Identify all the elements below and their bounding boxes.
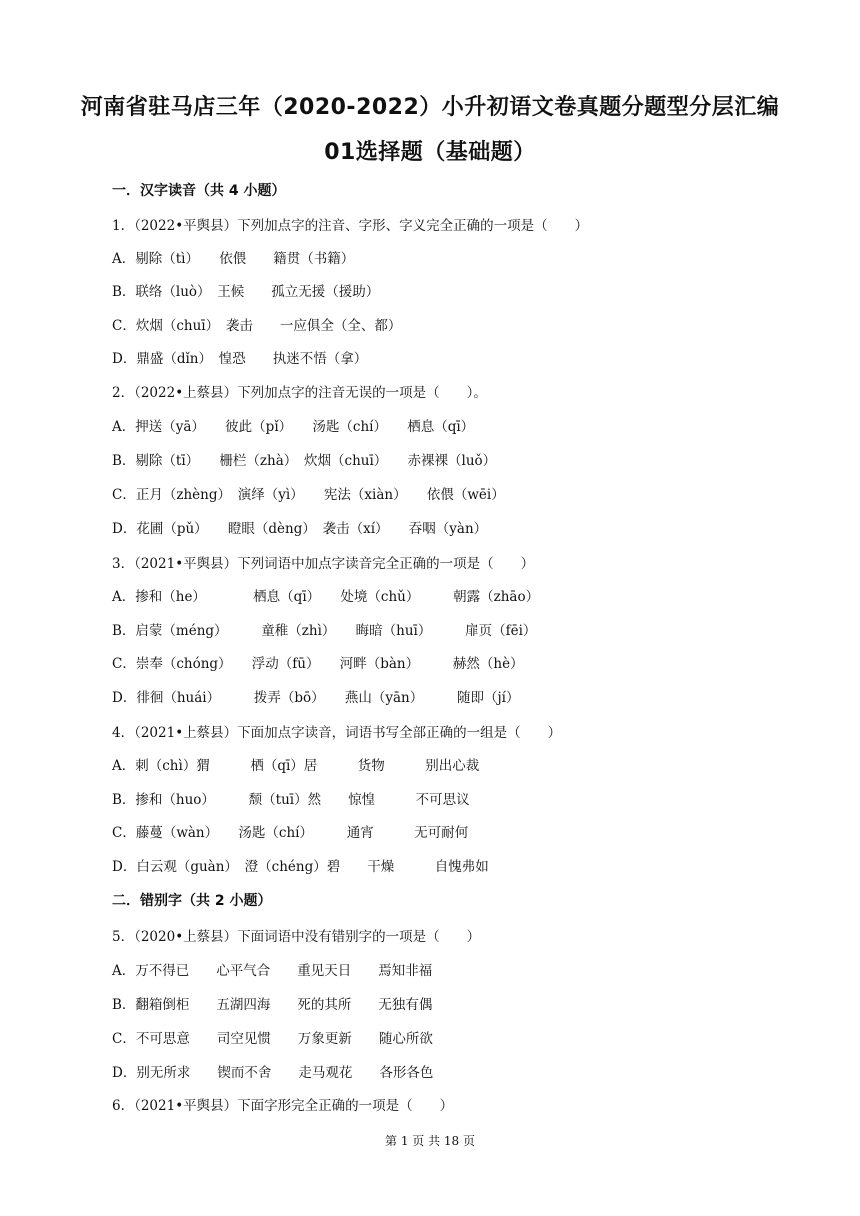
- page-footer: 第 1 页 共 18 页: [385, 1134, 475, 1148]
- question-stem: 4．（2021•上蔡县）下面加点字读音，词语书写全部正确的一组是（ ）: [112, 725, 562, 741]
- option-line: C．炊烟（chuī） 袭击 一应俱全（全、都）: [112, 318, 402, 334]
- option-line: D．花圃（pǔ） 瞪眼（dèng） 袭击（xí） 吞咽（yàn）: [112, 521, 488, 537]
- question-stem: 2．（2022•上蔡县）下列加点字的注音无误的一项是（ ）。: [112, 385, 487, 401]
- option-line: B．翻箱倒柜 五湖四海 死的其所 无独有偶: [112, 997, 433, 1013]
- question-stem: 1．（2022•平舆县）下列加点字的注音、字形、字义完全正确的一项是（ ）: [112, 218, 589, 234]
- section-heading: 二．错别字（共 2 小题）: [112, 893, 272, 909]
- option-line: B．联络（luò） 王候 孤立无援（援助）: [112, 284, 380, 300]
- option-line: B．掺和（huo） 颓（tuī）然 惊惶 不可思议: [112, 792, 470, 808]
- question-stem: 5．（2020•上蔡县）下面词语中没有错别字的一项是（ ）: [112, 929, 481, 945]
- document-title: 河南省驻马店三年（2020-2022）小升初语文卷真题分题型分层汇编: [80, 95, 780, 120]
- option-line: A．刺（chì）猬 栖（qī）居 货物 别出心裁: [112, 758, 480, 774]
- option-line: A．掺和（he） 栖息（qī） 处境（chǔ） 朝露（zhāo）: [112, 589, 540, 605]
- option-line: C．崇奉（chóng） 浮动（fū） 河畔（bàn） 赫然（hè）: [112, 656, 524, 672]
- question-stem: 3．（2021•平舆县）下列词语中加点字读音完全正确的一项是（ ）: [112, 556, 535, 572]
- option-line: D．徘徊（huái） 拨弄（bō） 燕山（yān） 随即（jí）: [112, 690, 520, 706]
- option-line: A．押送（yā） 彼此（pǐ） 汤匙（chí） 栖息（qī）: [112, 419, 475, 435]
- option-line: C．藤蔓（wàn） 汤匙（chí） 通宵 无可耐何: [112, 825, 469, 841]
- option-line: A．万不得已 心平气合 重见天日 焉知非福: [112, 963, 433, 979]
- option-line: D．别无所求 锲而不舍 走马观花 各形各色: [112, 1065, 434, 1081]
- option-line: D．白云观（guàn） 澄（chéng）碧 干燥 自愧弗如: [112, 859, 489, 875]
- option-line: B．启蒙（méng） 童稚（zhì） 晦暗（huī） 扉页（fēi）: [112, 623, 537, 639]
- section-heading: 一．汉字读音（共 4 小题）: [112, 183, 286, 199]
- option-line: A．剔除（tì） 依偎 籍贯（书籍）: [112, 251, 355, 267]
- option-line: B．剔除（tī） 栅栏（zhà） 炊烟（chuī） 赤裸裸（luǒ）: [112, 453, 497, 469]
- option-line: C．正月（zhèng） 演绎（yì） 宪法（xiàn） 依偎（wēi）: [112, 487, 505, 503]
- document-subtitle: 01选择题（基础题）: [324, 140, 536, 165]
- option-line: C．不可思意 司空见惯 万象更新 随心所欲: [112, 1031, 433, 1047]
- question-stem: 6．（2021•平舆县）下面字形完全正确的一项是（ ）: [112, 1098, 454, 1114]
- option-line: D．鼎盛（dǐn） 惶恐 执迷不悟（拿）: [112, 351, 368, 367]
